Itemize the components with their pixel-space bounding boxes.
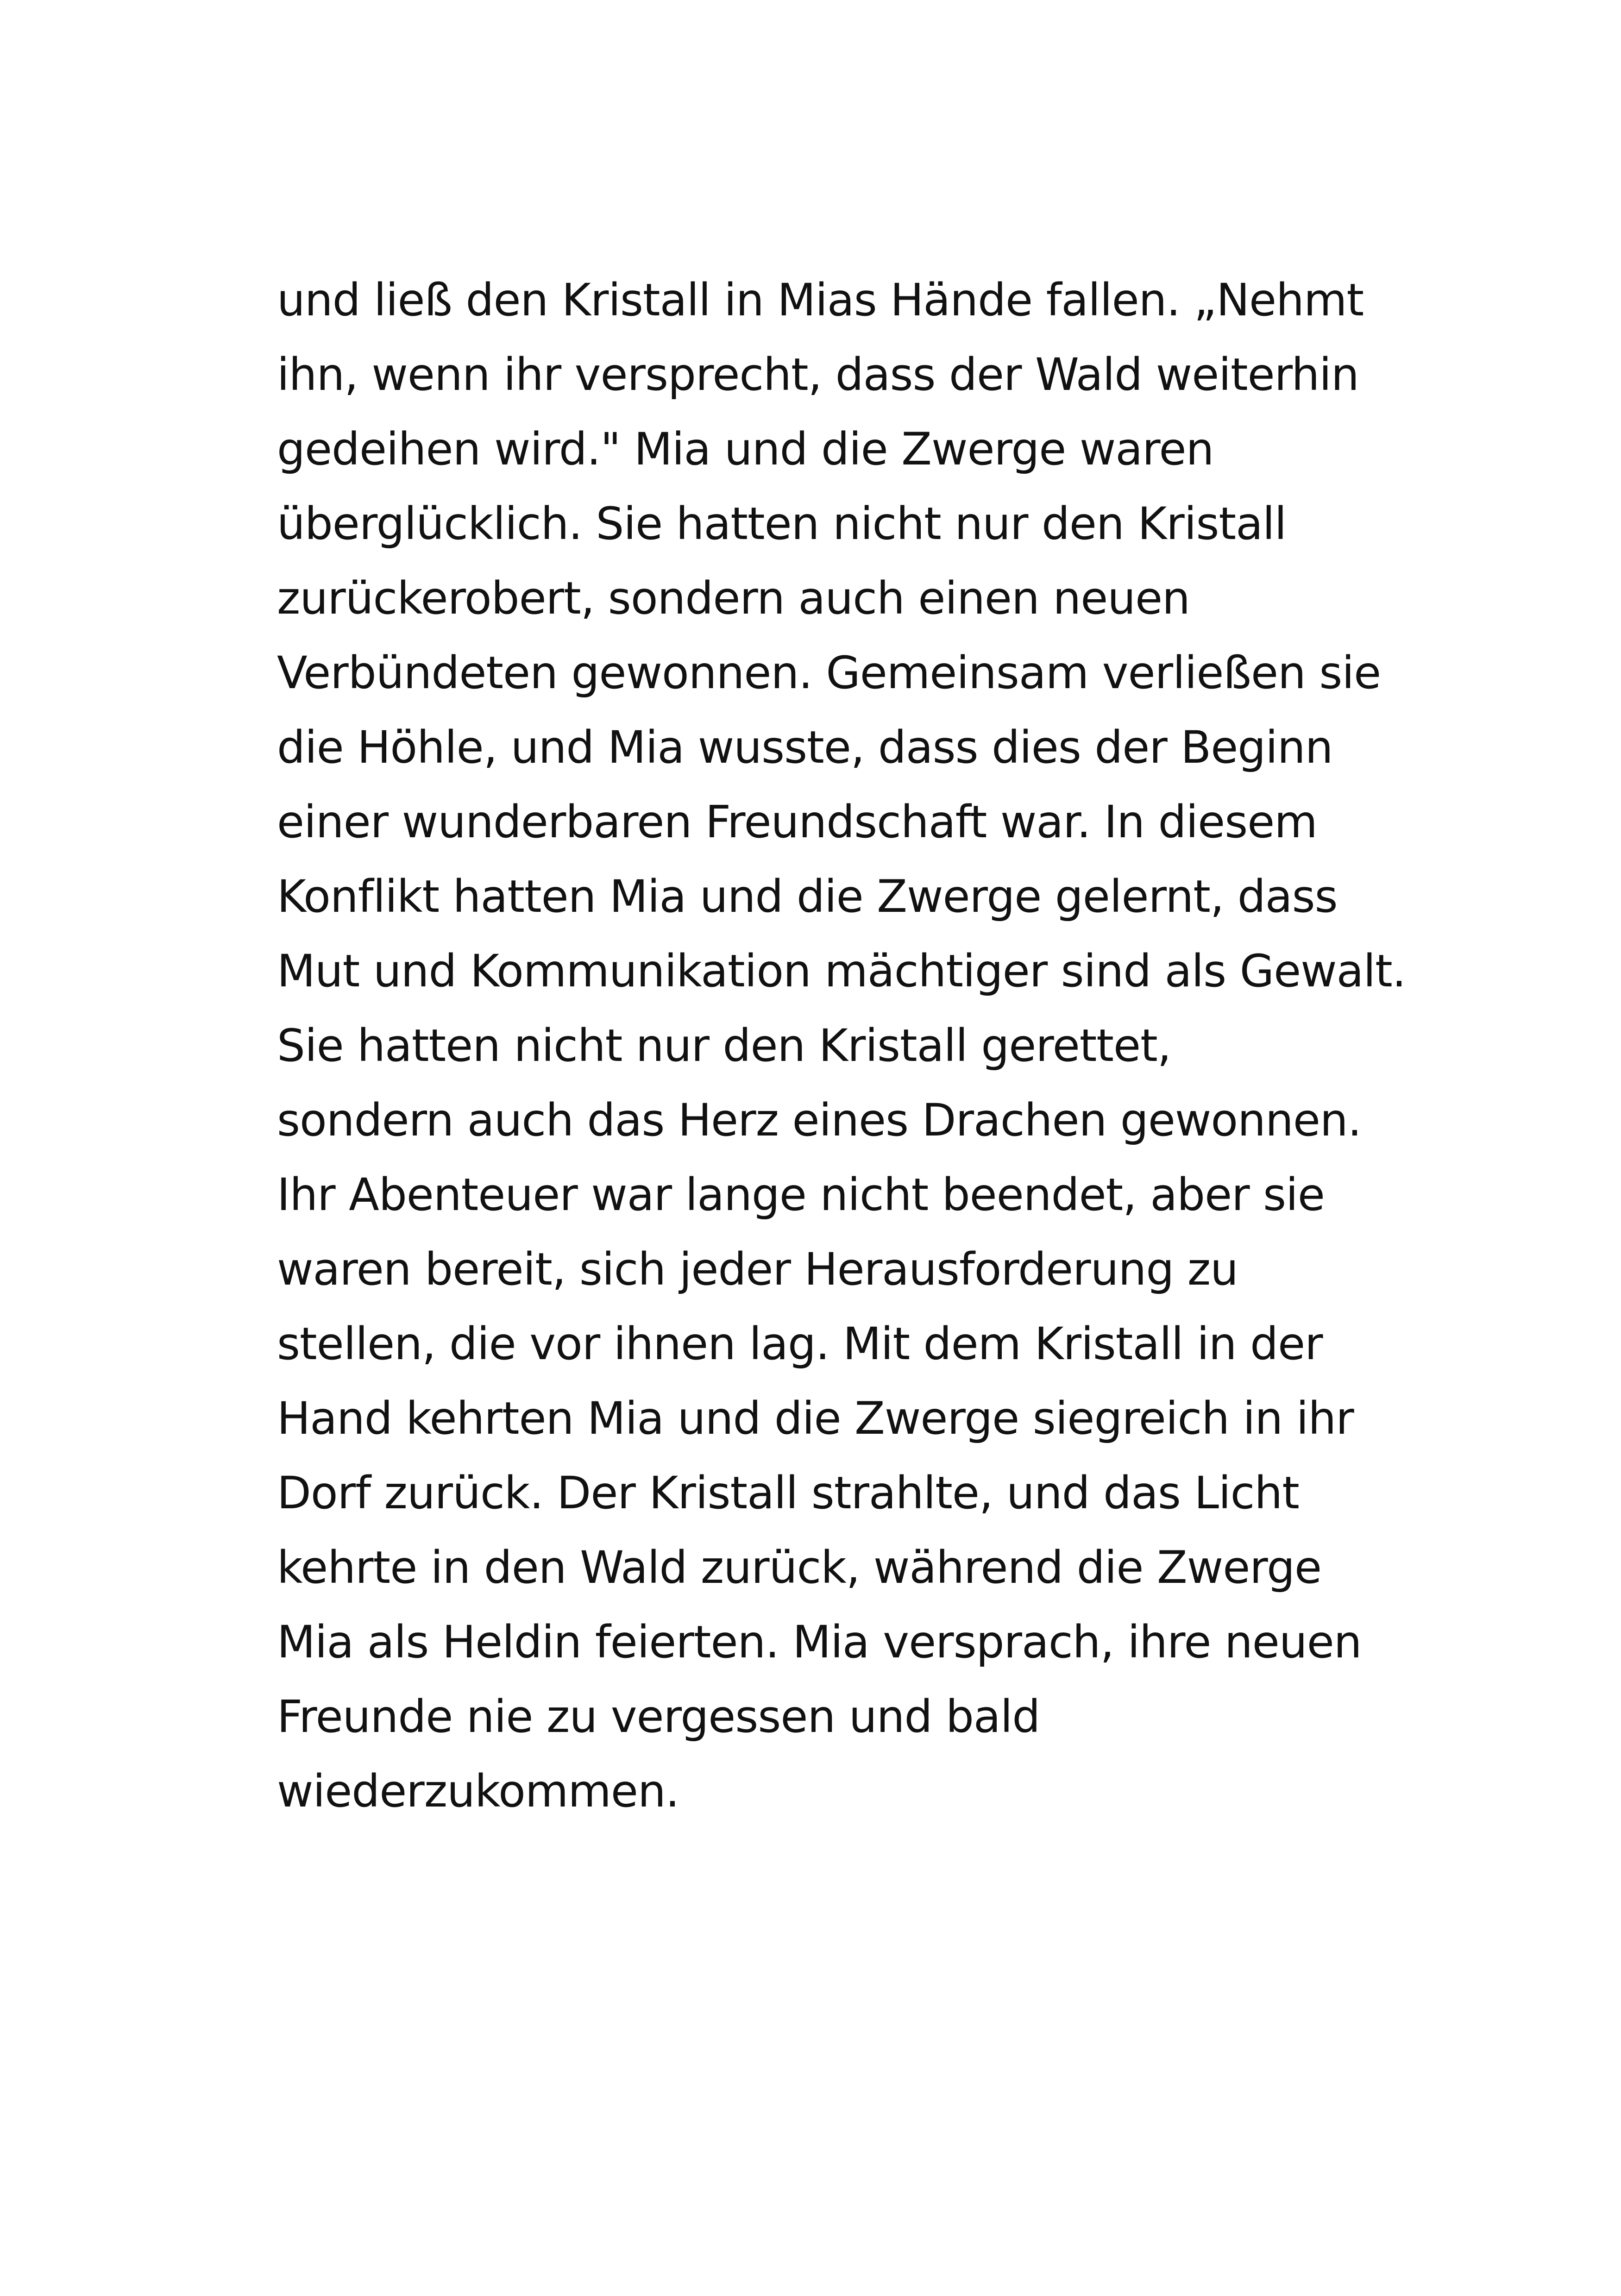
text-line: und ließ den Kristall in Mias Hände fallen. „Nehmt [277, 274, 1364, 326]
story-paragraph [277, 263, 1406, 1829]
text-line: überglücklich. Sie hatten nicht nur den Kristall [277, 498, 1287, 550]
text-line: einer wunderbaren Freundschaft war. In diesem [277, 796, 1317, 848]
text-line: Verbündeten gewonnen. Gemeinsam verließen sie [277, 647, 1381, 699]
text-line: stellen, die vor ihnen lag. Mit dem Kristall in der [277, 1318, 1323, 1370]
text-line: ihn, wenn ihr versprecht, dass der Wald weiterhin [277, 349, 1359, 401]
text-line: Dorf zurück. Der Kristall strahlte, und das Licht [277, 1467, 1299, 1519]
text-line: zurückerobert, sondern auch einen neuen [277, 572, 1190, 624]
text-line: wiederzukommen. [277, 1765, 679, 1817]
text-line: Freunde nie zu vergessen und bald [277, 1691, 1040, 1743]
text-line: Mia als Heldin feierten. Mia versprach, ihre neuen [277, 1616, 1362, 1668]
text-line: die Höhle, und Mia wusste, dass dies der Beginn [277, 721, 1333, 773]
text-line: kehrte in den Wald zurück, während die Zwerge [277, 1542, 1322, 1593]
text-line: Sie hatten nicht nur den Kristall gerettet, [277, 1020, 1171, 1072]
text-line: Hand kehrten Mia und die Zwerge siegreich in ihr [277, 1393, 1354, 1444]
text-line: waren bereit, sich jeder Herausforderung zu [277, 1243, 1238, 1295]
text-line: Mut und Kommunikation mächtiger sind als Gewalt. [277, 945, 1406, 997]
text-line: sondern auch das Herz eines Drachen gewonnen. [277, 1094, 1362, 1146]
text-line: Konflikt hatten Mia und die Zwerge gelernt, dass [277, 871, 1338, 922]
text-line: Ihr Abenteuer war lange nicht beendet, aber sie [277, 1169, 1325, 1221]
text-line: gedeihen wird." Mia und die Zwerge waren [277, 423, 1214, 475]
